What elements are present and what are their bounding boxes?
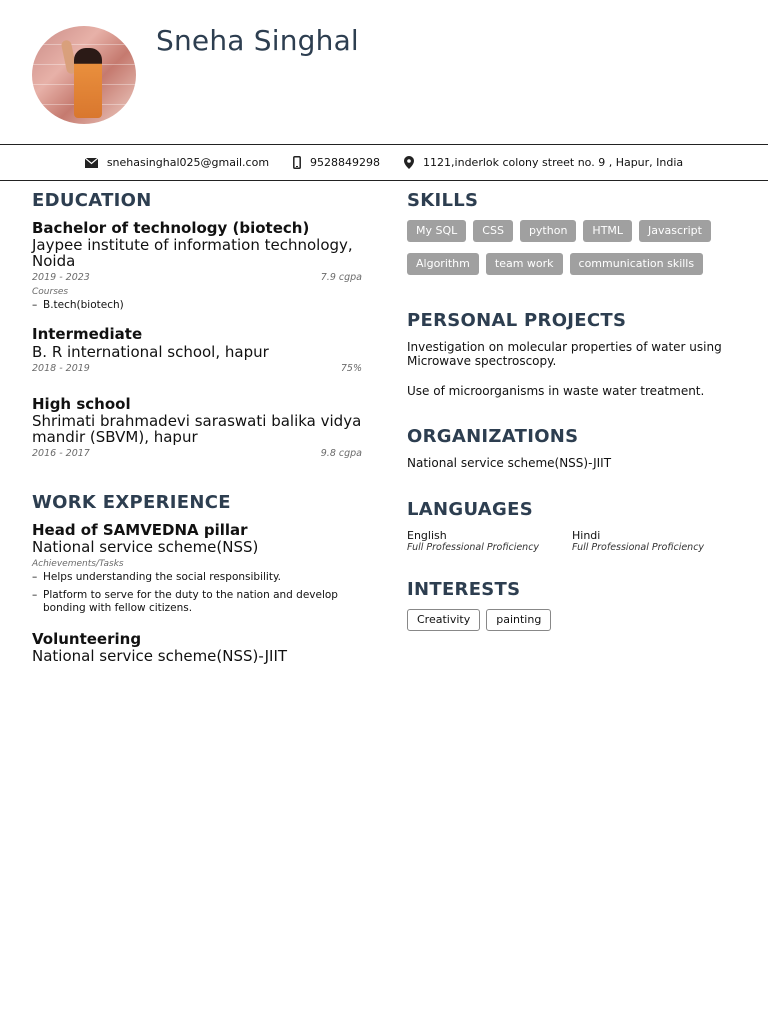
task-item: – Helps understanding the social responsibility.	[32, 571, 362, 584]
education-entry	[32, 220, 362, 312]
right-column	[407, 190, 737, 631]
language-item	[572, 529, 737, 553]
languages-list	[407, 529, 737, 553]
education-heading: EDUCATION	[32, 190, 152, 211]
degree-title: Intermediate	[32, 325, 143, 343]
language-item	[407, 529, 572, 553]
organizations-heading: ORGANIZATIONS	[407, 426, 579, 447]
interests-heading: INTERESTS	[407, 579, 521, 600]
skills-heading: SKILLS	[407, 190, 479, 211]
phone-text: 9528849298	[310, 156, 381, 169]
contact-address	[404, 156, 683, 169]
education-meta	[32, 363, 362, 374]
course-item: – B.tech(biotech)	[32, 299, 362, 312]
degree-title: Bachelor of technology (biotech)	[32, 219, 310, 237]
role-title: Volunteering	[32, 630, 142, 648]
school-name: Shrimati brahmadevi saraswati balika vidya mandir (SBVM), hapur	[32, 412, 362, 446]
contact-email[interactable]	[85, 156, 269, 169]
education-entry	[32, 396, 362, 459]
organization-name: National service scheme(NSS)-JIIT	[32, 647, 288, 665]
organization-name: National service scheme(NSS)	[32, 538, 259, 556]
skill-tag: Javascript	[639, 220, 711, 242]
email-text: snehasinghal025@gmail.com	[106, 156, 270, 169]
contact-phone[interactable]	[293, 156, 380, 169]
courses-list	[32, 299, 362, 312]
project-item: Use of microorganisms in waste water treatment.	[407, 384, 705, 398]
education-dates: 2018 - 2019	[32, 363, 90, 374]
skill-tag: HTML	[583, 220, 632, 242]
courses-label: Courses	[32, 287, 69, 297]
location-pin-icon	[404, 156, 414, 169]
school-name: Jaypee institute of information technology, Noida	[32, 236, 353, 270]
projects-heading: PERSONAL PROJECTS	[407, 310, 627, 331]
degree-title: High school	[32, 395, 131, 413]
contact-bar	[0, 144, 768, 181]
education-score: 9.8 cgpa	[320, 448, 362, 459]
skill-tag: team work	[486, 253, 563, 275]
project-item: Investigation on molecular properties of water using Microwave spectroscopy.	[407, 340, 722, 368]
envelope-icon	[85, 158, 98, 168]
education-score: 7.9 cgpa	[320, 272, 362, 283]
skills-tags	[407, 220, 727, 286]
skill-tag: CSS	[473, 220, 513, 242]
role-title: Head of SAMVEDNA pillar	[32, 521, 248, 539]
organization-item: National service scheme(NSS)-JIIT	[407, 456, 612, 470]
phone-icon	[293, 156, 301, 169]
tasks-label: Achievements/Tasks	[32, 559, 124, 569]
language-level: Full Professional Proficiency	[572, 542, 705, 553]
language-name: Hindi	[572, 529, 601, 542]
languages-heading: LANGUAGES	[407, 499, 533, 520]
profile-photo	[32, 26, 136, 124]
skill-tag: communication skills	[570, 253, 704, 275]
education-meta	[32, 448, 362, 459]
address-text: 1121,inderlok colony street no. 9 , Hapur, India	[423, 156, 684, 169]
work-entry	[32, 522, 362, 615]
education-dates: 2019 - 2023	[32, 272, 90, 283]
school-name: B. R international school, hapur	[32, 343, 269, 361]
skill-tag: python	[520, 220, 576, 242]
interest-tag: painting	[486, 609, 551, 631]
education-score: 75%	[340, 363, 362, 374]
left-column	[32, 190, 362, 664]
interests-tags	[407, 609, 737, 631]
language-name: English	[407, 529, 447, 542]
language-level: Full Professional Proficiency	[407, 542, 540, 553]
tasks-list	[32, 571, 362, 615]
education-dates: 2016 - 2017	[32, 448, 90, 459]
skill-tag: Algorithm	[407, 253, 479, 275]
education-entry	[32, 326, 362, 374]
candidate-name: Sneha Singhal	[156, 24, 359, 57]
skill-tag: My SQL	[407, 220, 466, 242]
task-item: – Platform to serve for the duty to the nation and develop bonding with fellow citizens.	[32, 589, 362, 615]
interest-tag: Creativity	[407, 609, 480, 631]
education-meta	[32, 272, 362, 283]
work-experience-heading: WORK EXPERIENCE	[32, 492, 231, 513]
work-entry	[32, 631, 362, 664]
